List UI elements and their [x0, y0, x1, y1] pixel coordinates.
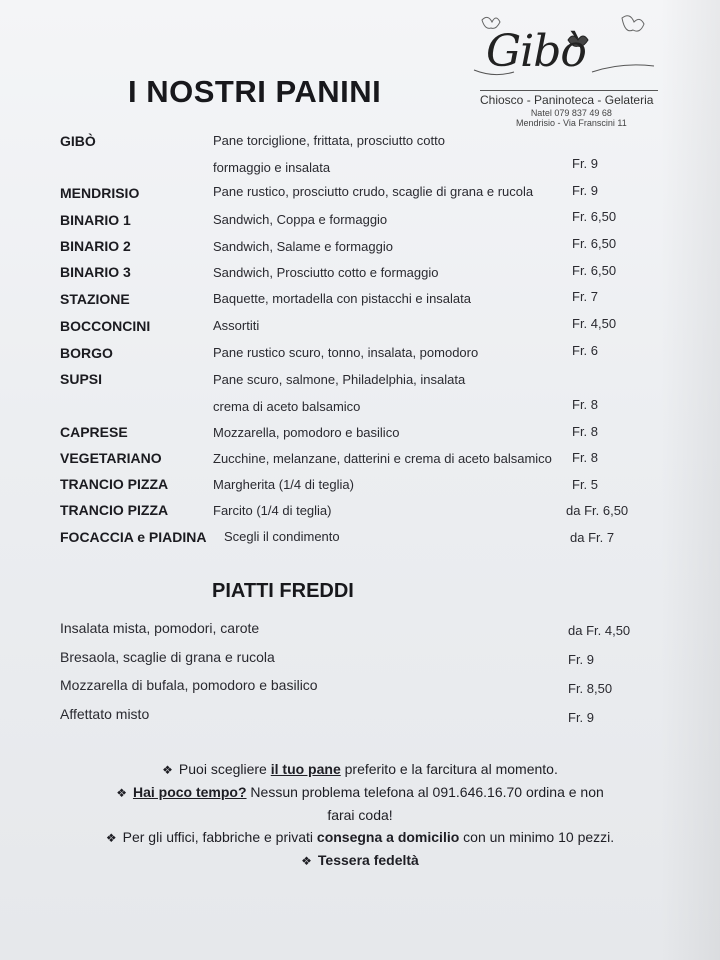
item-name: TRANCIO PIZZA [60, 502, 169, 518]
item-desc: Zucchine, melanzane, datterini e crema di aceto balsamico [213, 451, 552, 466]
cold-dishes-title: PIATTI FREDDI [212, 580, 354, 602]
item-name: GIBÒ [60, 133, 96, 149]
item-name: BORGO [60, 345, 113, 361]
gibo-logo [472, 12, 658, 142]
note-text: Puoi scegliere [178, 761, 271, 777]
item-desc: Baquette, mortadella con pistacchi e insalata [213, 291, 471, 306]
item-desc-line2: formaggio e insalata [213, 160, 331, 175]
note-line [40, 804, 680, 826]
item-price: Fr. 8,50 [568, 681, 613, 696]
note-bold: Hai poco tempo? [132, 784, 247, 800]
logo-contact [516, 108, 627, 128]
item-price: Fr. 9 [572, 156, 599, 171]
item-name: BINARIO 3 [60, 264, 131, 280]
four-diamond-icon: ❖ [105, 831, 117, 845]
item-name: Insalata mista, pomodori, carote [60, 620, 260, 636]
note-bold: Tessera fedeltà [317, 852, 419, 868]
note-bold: consegna a domicilio [316, 829, 460, 845]
item-desc: Farcito (1/4 di teglia) [213, 503, 332, 518]
item-name: SUPSI [60, 371, 103, 387]
item-price: da Fr. 4,50 [568, 623, 631, 638]
item-price: Fr. 6,50 [572, 236, 617, 251]
item-price: Fr. 8 [572, 424, 599, 439]
item-name: CAPRESE [60, 424, 128, 440]
item-price: Fr. 8 [572, 397, 599, 412]
four-diamond-icon: ❖ [301, 854, 312, 868]
page-title: I NOSTRI PANINI [128, 74, 382, 109]
notes-block [40, 758, 680, 872]
item-price: Fr. 6 [572, 343, 599, 358]
item-desc: Sandwich, Coppa e formaggio [213, 212, 388, 227]
note-text: farai coda! [327, 807, 393, 823]
item-desc-line2: crema di aceto balsamico [213, 399, 361, 414]
note-line [40, 849, 680, 872]
item-price: Fr. 9 [568, 710, 595, 725]
item-price: Fr. 6,50 [572, 209, 617, 224]
item-price: da Fr. 7 [570, 530, 615, 545]
item-name: VEGETARIANO [60, 450, 162, 466]
item-desc: Sandwich, Prosciutto cotto e formaggio [213, 265, 439, 280]
note-line [40, 758, 680, 781]
item-name: BINARIO 2 [60, 238, 131, 254]
note-line [40, 826, 680, 849]
logo-tagline: Chiosco - Paninoteca - Gelateria [480, 90, 658, 107]
item-name: BOCCONCINI [60, 318, 151, 334]
four-diamond-icon: ❖ [162, 763, 173, 777]
item-name: STAZIONE [60, 291, 130, 307]
note-text: con un minimo 10 pezzi. [459, 829, 615, 845]
item-name: Affettato misto [60, 706, 150, 722]
item-name: BINARIO 1 [60, 212, 131, 228]
note-text: preferito e la farcitura al momento. [340, 761, 558, 777]
item-price: Fr. 7 [572, 289, 599, 304]
note-bold: il tuo pane [270, 761, 341, 777]
item-price: Fr. 4,50 [572, 316, 617, 331]
note-line [40, 781, 680, 804]
four-diamond-icon: ❖ [116, 786, 127, 800]
item-price: da Fr. 6,50 [566, 503, 629, 518]
item-desc: Sandwich, Salame e formaggio [213, 239, 393, 254]
item-desc: Pane rustico scuro, tonno, insalata, pomodoro [213, 345, 479, 360]
note-text: Per gli uffici, fabbriche e privati [122, 829, 317, 845]
logo-phone: Natel 079 837 49 68 [530, 108, 612, 118]
item-price: Fr. 5 [572, 477, 599, 492]
item-name: Bresaola, scaglie di grana e rucola [60, 649, 275, 665]
item-desc: Pane torciglione, frittata, prosciutto cotto [213, 133, 445, 148]
item-name: Mozzarella di bufala, pomodoro e basilico [60, 677, 318, 693]
item-desc: Pane rustico, prosciutto crudo, scaglie di grana e rucola [213, 184, 534, 199]
item-name: FOCACCIA e PIADINA [60, 529, 207, 545]
item-price: Fr. 6,50 [572, 263, 617, 278]
item-price: Fr. 8 [572, 450, 599, 465]
item-desc: Pane scuro, salmone, Philadelphia, insalata [213, 372, 466, 387]
item-price: Fr. 9 [572, 183, 599, 198]
note-text: Nessun problema telefona al 091.646.16.70 ordina e non [246, 784, 604, 800]
item-desc: Margherita (1/4 di teglia) [213, 477, 354, 492]
item-desc: Assortiti [213, 318, 260, 333]
logo-brand-text: Gibò [486, 26, 586, 77]
item-desc: Mozzarella, pomodoro e basilico [213, 425, 400, 440]
logo-address: Mendrisio - Via Franscini 11 [516, 118, 627, 128]
item-name: TRANCIO PIZZA [60, 476, 169, 492]
item-price: Fr. 9 [568, 652, 595, 667]
item-desc: Scegli il condimento [224, 529, 340, 544]
item-name: MENDRISIO [60, 185, 140, 201]
